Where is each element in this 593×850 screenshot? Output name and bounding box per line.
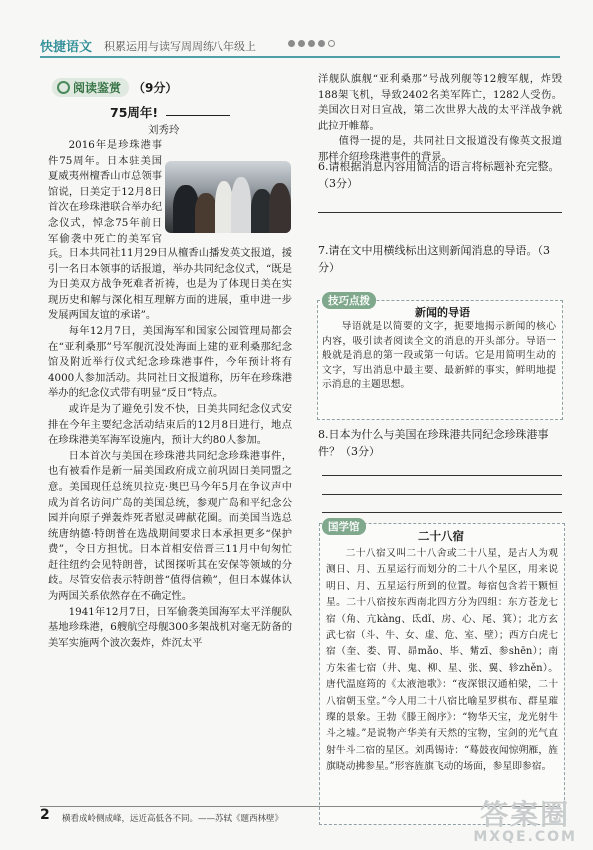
question-8: 8.日本为什么与美国在珍珠港共同纪念珍珠港事件？（3分）	[318, 428, 549, 458]
guoxue-paragraph: 二十八宿又叫二十八舍或二十八星，是古人为观测日、月、五星运行而划分的二十八个星区，用来说明日、月、五星运行所到的位置。每宿包含若干颗恒星。二十八宿按东西南北四方分为四组：东方苍龙七宿（角、亢kàng、氐dǐ、房、心、尾、箕）；北方玄武七宿（斗、牛、女、虚、危、室、壁）；西方白虎七宿（奎、娄、胃、昴mǎo、毕、觜zī、参shēn）；南方朱雀七宿（井、鬼、柳、星、张、翼、轸zhěn）。唐代温庭筠的《太液池歌》：“夜深银汉通柏梁，二十八宿朝玉堂。”今人用二十八宿比喻星罗棋布、群星璀璨的景象。王勃《滕王阁序》：“物华天宝，龙光射牛斗之墟。”是说物产华美有天然的宝物，宝剑的光气直射牛斗二宿的星区。刘禹锡诗：“蓦鼓夜闻惊朔雁，旌旗晓动拂参星。”形容旌旗飞动的场面，参星即参宿。	[326, 548, 558, 773]
answer-line-8a[interactable]	[322, 475, 562, 476]
title-blank[interactable]	[166, 115, 230, 116]
section-score: （9分）	[133, 81, 178, 95]
article-paragraph: 值得一提的是，共同社日文报道没有像英文报道那样介绍珍珠港事件的背景。	[318, 135, 562, 163]
article-col-left-top	[48, 138, 290, 263]
answer-line-8b[interactable]	[322, 494, 562, 495]
article-paragraph: 2016年是珍珠港事件75周年。日本驻美国夏威夷州檀香山市总领事馆说，日美定于12月8日首次在珍珠港联合举办纪念仪式，悼念75年前日军偷袭中死亡的美军官兵。	[48, 139, 162, 261]
watermark-line1: 答案圈	[480, 798, 571, 831]
article-paragraph: 1941年12月7日，日军偷袭美国海军太平洋舰队基地珍珠港，6艘航空母舰300多架战机对毫无防备的美军实施两个波次轰炸，炸沉太平	[48, 605, 292, 649]
grade-label: 八年级上	[212, 40, 256, 53]
question-6: 6.请根据消息内容用简洁的语言将标题补充完整。（3分）	[318, 160, 560, 190]
tip-text	[322, 320, 556, 393]
watermark	[473, 793, 577, 845]
article-paragraph: 每年12月7日，美国海军和国家公园管理局都会在“亚利桑那”号军舰沉没处海面上建的亚利桑那纪念馆及附近举行仪式纪念珍珠港事件，今年预计将有4000人参加活动。共同社日文报道称，历年在珍珠港举办的纪念仪式带有明显“反日”特点。	[48, 324, 292, 400]
article-col-left	[48, 246, 292, 651]
article-paragraph: 洋舰队旗舰“亚利桑那”号战列舰等12艘军舰，炸毁188架飞机，导致2402名美军阵亡，1282人受伤。美国次日对日宣战，第二次世界大战的太平洋战争就此拉开帷幕。	[318, 73, 562, 132]
article-paragraph: 日本首次与美国在珍珠港共同纪念珍珠港事件，也有被看作是新一届美国政府成立前巩固日美同盟之意。美国现任总统贝拉克·奥巴马今年5月在争议声中成为首名访问广岛的美国总统，参观广岛和平纪念公园并向原子弹轰炸死者慰灵碑献花圈。而美国当选总统唐纳德·特朗普在选战期间要求日本承担更多“保护费”，令日方担忧。日本首相安倍晋三11月中旬匆忙赶往纽约会见特朗普，试图探听其在安保等领域的分歧。尽管安倍表示特朗普“值得信赖”，但日本媒体认为两国关系依然存在不确定性。	[48, 449, 292, 603]
page-number: 2	[40, 807, 50, 823]
article-col-right	[318, 72, 562, 166]
series-name: 积累运用与读写周周练	[104, 40, 214, 53]
tip-tag: 技巧点拨	[322, 292, 376, 309]
article-paragraph: 或许是为了避免引发不快，日美共同纪念仪式安排在今年主要纪念活动结束后的12月8日进行，地点在珍珠港美军海军设施内，预计大约80人参加。	[48, 402, 292, 447]
watermark-line2: MXQE.COM	[473, 829, 577, 845]
tip-paragraph: 导语就是以简要的文字，扼要地揭示新闻的核心内容，吸引读者阅读全文的消息的开头部分。导语一般就是消息的第一段或第一句话。它是用简明生动的文字，写出消息中最主要、最新鲜的事实，鲜明地提示消息的主题思想。	[322, 321, 556, 390]
guoxue-text	[326, 546, 558, 776]
section-tag	[52, 78, 129, 97]
guoxue-tag: 国学馆	[322, 518, 366, 535]
answer-line-8c[interactable]	[322, 512, 562, 513]
footer-motto: 横看成岭侧成峰，远近高低各不同。——苏轼《题西林壁》	[62, 814, 284, 824]
tip-title: 新闻的导语	[415, 306, 470, 319]
circle-icon	[57, 81, 70, 94]
question-7: 7.请在文中用横线标出这则新闻消息的导语。（3分）	[318, 244, 550, 274]
section-label: 阅读鉴赏	[73, 81, 122, 95]
guoxue-title: 二十八宿	[418, 529, 464, 543]
page-header	[40, 34, 560, 58]
section-heading	[52, 78, 177, 97]
article-title: 75周年!	[110, 105, 159, 120]
answer-line-6[interactable]	[318, 212, 562, 213]
progress-dots-icon	[288, 40, 335, 47]
article-paragraph: 日本共同社11月29日从檀香山播发英文报道，援引一名日本领事的话报道，举办共同纪念仪式，“既是为日美双方战争死难者祈祷，也是为了体现日美在实现历史和解与深化相互理解方面的进展，重申进一步发展两国友谊的承诺”。	[48, 247, 292, 322]
article-author: 刘秀玲	[148, 124, 180, 136]
brand-title: 快捷语文	[40, 40, 93, 55]
